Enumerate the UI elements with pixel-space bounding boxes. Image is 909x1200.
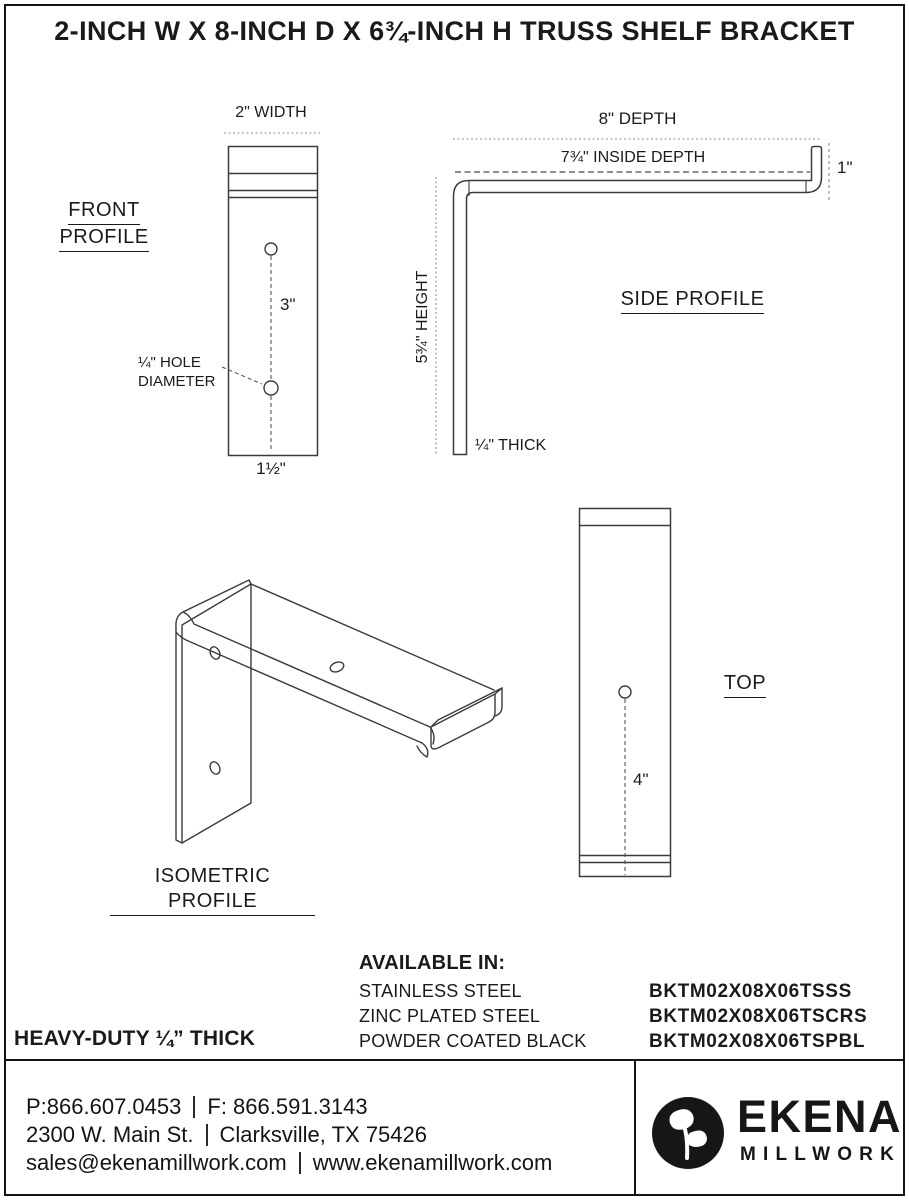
side-lip-height-dimension: 1" xyxy=(837,158,853,177)
material-stainless-steel: STAINLESS STEEL xyxy=(359,981,522,1001)
isometric-drawing xyxy=(176,580,502,843)
footer-email[interactable]: sales@ekenamillwork.com xyxy=(26,1150,287,1175)
front-hole-diameter-note-line2: DIAMETER xyxy=(138,373,216,390)
front-bottom-offset-dimension: 1½" xyxy=(256,459,286,478)
side-thickness-note: ¼" THICK xyxy=(475,437,547,454)
ekena-leaf-icon xyxy=(651,1096,725,1170)
front-hole-spacing-dimension: 3" xyxy=(280,295,296,314)
side-profile-label xyxy=(600,287,785,314)
isometric-profile-label-text: ISOMETRIC PROFILE xyxy=(110,864,315,916)
side-profile-label-text: SIDE PROFILE xyxy=(621,287,765,314)
side-height-dimension: 5¾" HEIGHT xyxy=(414,270,431,364)
front-profile-label-line1: FRONT xyxy=(68,198,139,225)
front-profile-label xyxy=(54,198,154,252)
footer-vertical-divider xyxy=(634,1060,636,1194)
footer-contact-line xyxy=(26,1150,552,1176)
available-in-heading: AVAILABLE IN: xyxy=(359,952,506,974)
side-depth-dimension: 8" DEPTH xyxy=(598,109,677,128)
footer-phone-fax-line xyxy=(26,1094,368,1120)
heavy-duty-note: HEAVY-DUTY ¼” THICK xyxy=(14,1027,256,1050)
front-profile-label-line2: PROFILE xyxy=(59,225,148,252)
isometric-profile-label xyxy=(110,864,315,916)
footer-divider-line xyxy=(6,1059,903,1061)
footer-fax: F: 866.591.3143 xyxy=(207,1094,368,1119)
sku-powder-coated-black: BKTM02X08X06TSPBL xyxy=(649,1031,866,1052)
front-hole-diameter-note xyxy=(138,353,216,391)
footer-separator xyxy=(206,1124,208,1146)
sku-zinc-plated-steel: BKTM02X08X06TSCRS xyxy=(649,1006,868,1027)
front-width-dimension: 2" WIDTH xyxy=(235,104,307,121)
footer-separator xyxy=(193,1096,195,1118)
footer-address: 2300 W. Main St. xyxy=(26,1122,194,1147)
sku-stainless-steel: BKTM02X08X06TSSS xyxy=(649,981,852,1002)
footer-address-line xyxy=(26,1122,427,1148)
material-zinc-plated-steel: ZINC PLATED STEEL xyxy=(359,1006,541,1026)
page-title: 2-INCH W X 8-INCH D X 6¾-INCH H TRUSS SHELF BRACKET xyxy=(54,16,855,46)
front-hole-diameter-note-line1: ¼" HOLE xyxy=(138,354,201,371)
footer-separator xyxy=(299,1152,301,1174)
front-profile-drawing xyxy=(229,147,318,456)
top-hole-dimension: 4" xyxy=(633,770,649,789)
footer-phone: P:866.607.0453 xyxy=(26,1094,182,1119)
top-view-label-text: TOP xyxy=(724,671,766,698)
brand-name: EKENA xyxy=(737,1091,903,1142)
side-inside-depth-dimension: 7¾" INSIDE DEPTH xyxy=(560,149,706,166)
brand-subtitle: MILLWORK xyxy=(740,1144,902,1165)
footer-website[interactable]: www.ekenamillwork.com xyxy=(312,1150,553,1175)
material-powder-coated-black: POWDER COATED BLACK xyxy=(359,1031,587,1051)
top-view-label xyxy=(713,671,777,698)
footer-city: Clarksville, TX 75426 xyxy=(219,1122,427,1147)
front-profile-center-lines xyxy=(222,256,271,452)
ekena-logo xyxy=(651,1096,725,1170)
